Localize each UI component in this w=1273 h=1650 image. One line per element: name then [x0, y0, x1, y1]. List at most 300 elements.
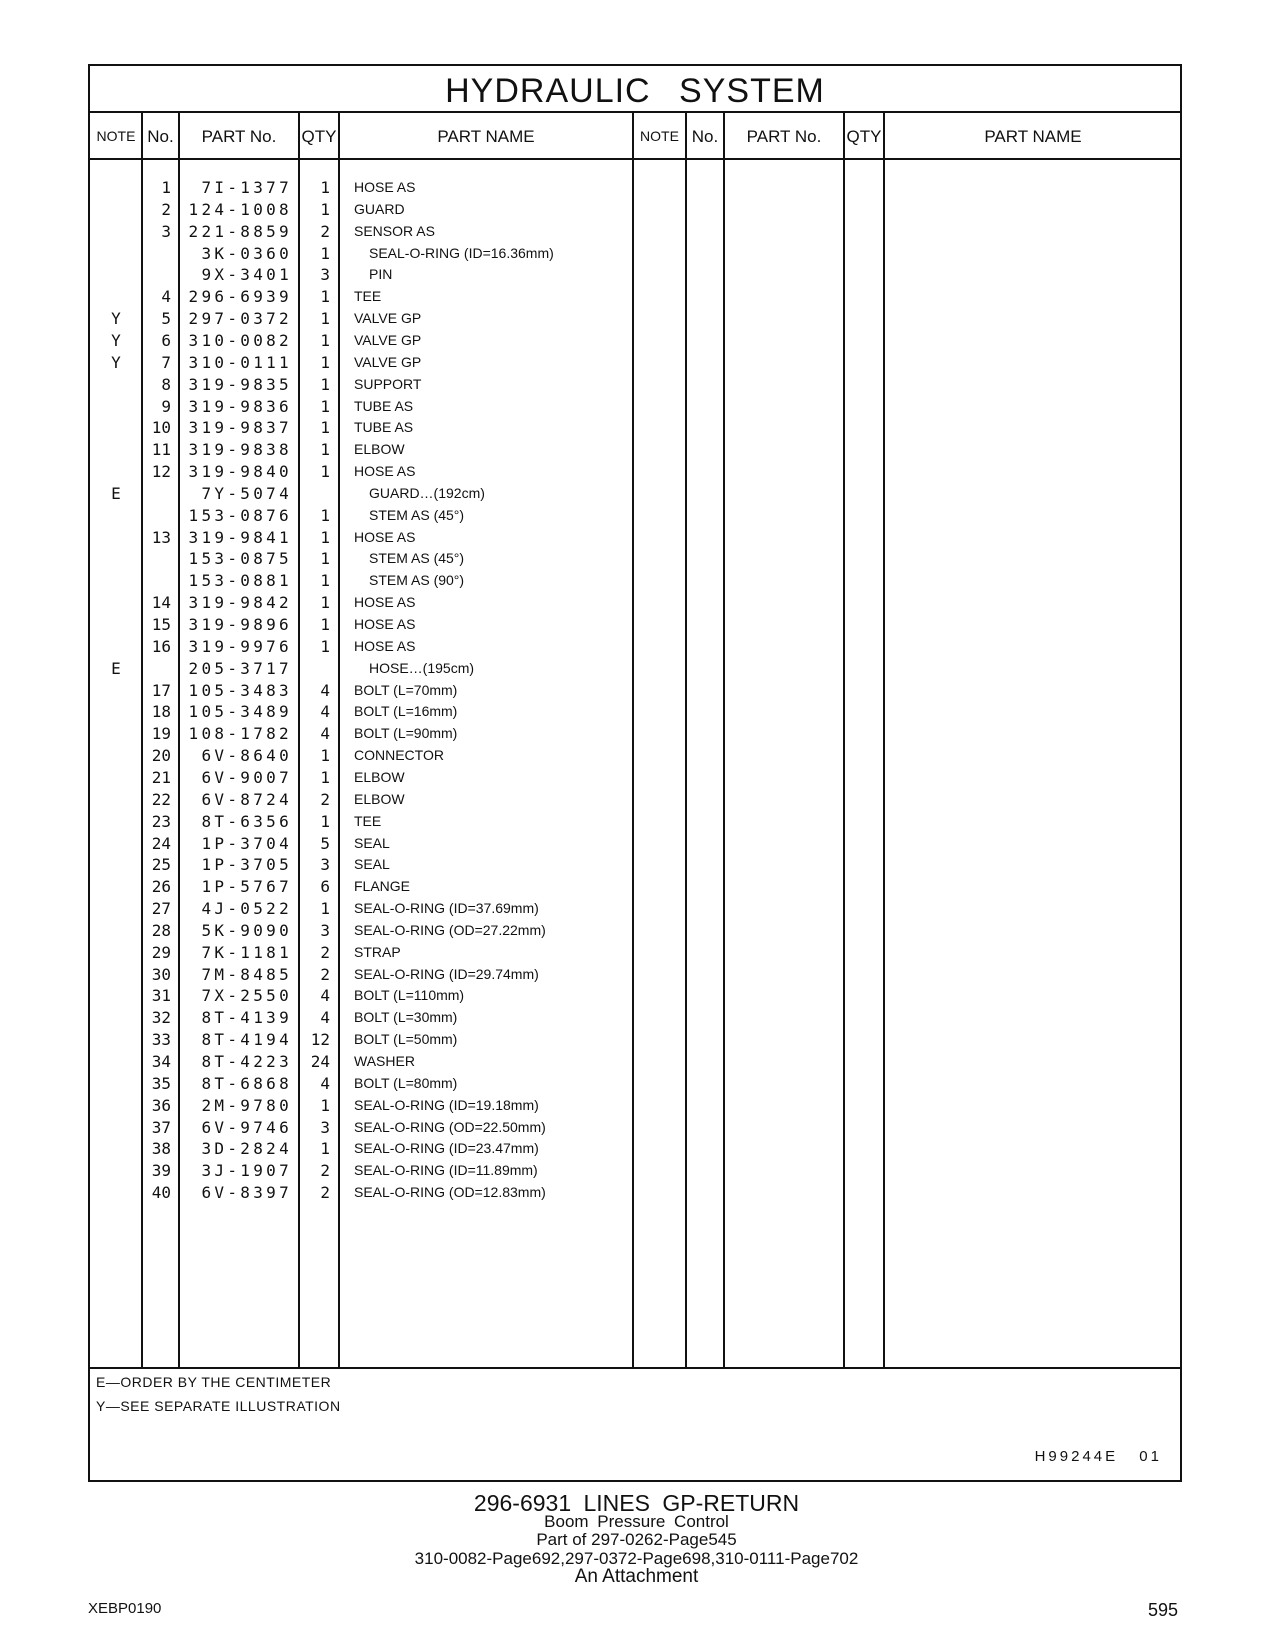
row-part-number: 4J-0522	[201, 899, 292, 919]
table-row	[90, 263, 1180, 286]
table-row	[90, 657, 1180, 680]
row-note	[90, 1159, 142, 1182]
row-note	[90, 1006, 142, 1029]
row-quantity: 1	[320, 571, 330, 591]
row-part-name: STRAP	[354, 943, 401, 960]
row-note	[90, 242, 142, 265]
table-row	[90, 1072, 1180, 1095]
row-part-number: 205-3717	[188, 658, 292, 678]
row-item-number	[142, 547, 171, 570]
row-quantity: 1	[320, 767, 330, 787]
row-item-number: 11	[151, 440, 171, 460]
row-item-number: 18	[151, 702, 171, 722]
row-part-number: 319-9836	[188, 396, 292, 416]
table-row	[90, 395, 1180, 418]
row-part-name: SEAL-O-RING (ID=29.74mm)	[354, 965, 539, 982]
row-part-number: 8T-4194	[201, 1030, 292, 1050]
row-item-number: 34	[151, 1052, 171, 1071]
row-part-number: 221-8859	[188, 221, 292, 241]
row-item-number	[142, 242, 171, 265]
row-part-number: 319-9896	[188, 615, 292, 634]
row-part-number: 153-0881	[188, 571, 292, 591]
row-item-number	[142, 504, 171, 527]
row-quantity	[303, 657, 330, 680]
row-item-number: 36	[151, 1095, 171, 1115]
table-row	[90, 832, 1180, 855]
row-note	[90, 460, 142, 483]
row-part-name: SEAL-O-RING (ID=11.89mm)	[354, 1162, 538, 1179]
row-quantity	[303, 482, 330, 505]
row-part-number: 2M-9780	[201, 1095, 292, 1115]
row-part-name: TEE	[354, 812, 382, 829]
row-part-name: STEM AS (45°)	[369, 506, 465, 523]
header-part-no-left: PART No.	[179, 113, 299, 160]
row-part-name: SEAL-O-RING (ID=37.69mm)	[354, 900, 539, 917]
row-item-number: 39	[151, 1161, 171, 1181]
row-item-number: 13	[151, 527, 171, 547]
section-title: HYDRAULIC SYSTEM	[90, 66, 1180, 113]
table-row	[90, 547, 1180, 570]
row-quantity: 1	[320, 527, 330, 547]
table-row	[90, 416, 1180, 439]
footnote-divider	[90, 1367, 1180, 1369]
row-part-number: 5K-9090	[201, 920, 292, 940]
row-part-name: GUARD	[354, 200, 405, 217]
row-quantity: 1	[320, 309, 330, 329]
table-row	[90, 853, 1180, 876]
row-part-number: 153-0876	[188, 505, 292, 525]
table-row	[90, 329, 1180, 352]
table-row	[90, 176, 1180, 199]
row-part-name: SEAL-O-RING (OD=12.83mm)	[354, 1184, 546, 1201]
row-quantity: 4	[320, 1073, 330, 1093]
row-part-number: 7K-1181	[201, 942, 292, 962]
table-row	[90, 810, 1180, 833]
table-row	[90, 1137, 1180, 1160]
row-note: Y	[111, 330, 121, 350]
row-part-number: 3K-0360	[201, 243, 292, 263]
row-part-name: VALVE GP	[354, 310, 422, 327]
row-part-number: 105-3483	[188, 680, 292, 700]
row-part-name: TEE	[354, 288, 382, 305]
table-row	[90, 919, 1180, 942]
row-part-number: 319-9841	[188, 527, 292, 547]
document-id: XEBP0190	[88, 1600, 162, 1617]
row-item-number: 10	[151, 418, 171, 438]
row-part-number: 310-0082	[188, 330, 292, 350]
table-row	[90, 351, 1180, 374]
table-row	[90, 875, 1180, 898]
table-row	[90, 613, 1180, 636]
caption-subtitle: Boom Pressure Control	[544, 1512, 729, 1531]
table-row	[90, 897, 1180, 920]
row-note: E	[111, 483, 121, 503]
row-item-number: 20	[151, 746, 171, 766]
table-row	[90, 941, 1180, 964]
row-part-name: STEM AS (90°)	[369, 572, 465, 589]
row-part-name: VALVE GP	[354, 353, 422, 370]
row-note	[90, 395, 142, 418]
row-part-name: HOSE AS	[354, 594, 416, 611]
row-quantity: 1	[320, 549, 330, 569]
row-note	[90, 526, 142, 549]
row-quantity: 1	[320, 396, 330, 416]
row-note	[90, 1181, 142, 1204]
table-row	[90, 569, 1180, 592]
row-part-number: 3D-2824	[201, 1139, 292, 1159]
row-part-name: HOSE AS	[354, 637, 416, 654]
row-quantity: 1	[320, 418, 330, 438]
row-part-number: 319-9976	[188, 636, 292, 656]
table-row	[90, 220, 1180, 243]
row-part-name: HOSE AS	[354, 179, 416, 195]
row-part-number: 319-9840	[188, 462, 292, 482]
table-row	[90, 635, 1180, 658]
row-part-name: FLANGE	[354, 878, 411, 895]
row-part-name: HOSE…(195cm)	[369, 659, 475, 676]
row-item-number: 29	[151, 942, 171, 962]
row-part-name: STEM AS (45°)	[369, 550, 465, 567]
row-part-number: 6V-9746	[201, 1117, 292, 1137]
row-item-number: 31	[151, 986, 171, 1006]
row-note	[90, 569, 142, 592]
row-item-number: 24	[151, 833, 171, 853]
row-item-number: 25	[151, 855, 171, 875]
row-part-name: SEAL-O-RING (OD=27.22mm)	[354, 921, 546, 938]
row-part-number: 105-3489	[188, 702, 292, 722]
table-row	[90, 744, 1180, 767]
table-row	[90, 307, 1180, 330]
row-part-number: 8T-6356	[201, 811, 292, 831]
row-item-number: 3	[161, 221, 171, 241]
row-part-name: BOLT (L=80mm)	[354, 1074, 458, 1091]
row-quantity: 12	[310, 1030, 330, 1050]
table-row	[90, 460, 1180, 483]
row-part-name: BOLT (L=70mm)	[354, 681, 458, 698]
row-quantity: 2	[320, 221, 330, 241]
row-item-number: 19	[151, 724, 171, 744]
row-quantity: 4	[320, 702, 330, 722]
row-note	[90, 832, 142, 855]
row-part-number: 153-0875	[188, 549, 292, 569]
row-quantity: 3	[320, 855, 330, 875]
row-note	[90, 263, 142, 286]
row-quantity: 5	[320, 833, 330, 853]
table-row	[90, 285, 1180, 308]
row-note	[90, 919, 142, 942]
row-item-number: 38	[151, 1139, 171, 1159]
row-quantity: 1	[320, 440, 330, 460]
table-row	[90, 1006, 1180, 1029]
row-quantity: 1	[320, 899, 330, 919]
row-part-name: ELBOW	[354, 790, 405, 807]
row-item-number: 37	[151, 1117, 171, 1137]
row-item-number	[142, 569, 171, 592]
row-quantity: 2	[320, 1183, 330, 1203]
row-quantity: 1	[320, 636, 330, 656]
row-note	[90, 788, 142, 811]
row-item-number: 2	[161, 199, 171, 219]
row-quantity: 1	[320, 352, 330, 372]
row-part-name: SEAL-O-RING (ID=23.47mm)	[354, 1140, 539, 1157]
row-part-name: BOLT (L=90mm)	[354, 725, 458, 742]
row-quantity: 24	[310, 1052, 330, 1071]
table-row	[90, 242, 1180, 265]
row-item-number: 23	[151, 811, 171, 831]
row-item-number: 40	[151, 1183, 171, 1203]
table-row	[90, 984, 1180, 1007]
row-item-number: 32	[151, 1008, 171, 1028]
row-quantity: 1	[320, 243, 330, 263]
row-part-number: 319-9837	[188, 418, 292, 438]
row-item-number: 5	[161, 309, 171, 329]
row-quantity: 3	[320, 1117, 330, 1137]
row-note	[90, 176, 142, 199]
row-item-number: 17	[151, 680, 171, 700]
row-note: Y	[111, 309, 121, 329]
figure-code: H99244E 01	[1034, 1448, 1162, 1465]
row-part-number: 8T-6868	[201, 1073, 292, 1093]
table-row	[90, 438, 1180, 461]
row-quantity: 2	[320, 942, 330, 962]
row-item-number: 33	[151, 1030, 171, 1050]
row-quantity: 1	[320, 811, 330, 831]
row-quantity: 3	[320, 265, 330, 285]
row-item-number	[142, 482, 171, 505]
row-quantity: 4	[320, 724, 330, 744]
row-part-name: SUPPORT	[354, 375, 422, 392]
row-item-number: 27	[151, 899, 171, 919]
row-quantity: 1	[320, 330, 330, 350]
row-part-name: SEAL-O-RING (ID=19.18mm)	[354, 1096, 539, 1113]
row-note	[90, 810, 142, 833]
table-row	[90, 766, 1180, 789]
row-item-number	[142, 657, 171, 680]
row-part-number: 296-6939	[188, 287, 292, 307]
row-part-number: 8T-4223	[201, 1052, 292, 1071]
row-note: E	[111, 658, 121, 678]
header-note-left: NOTE	[90, 113, 142, 160]
row-part-name: BOLT (L=50mm)	[354, 1031, 458, 1048]
row-part-name: HOSE AS	[354, 528, 416, 545]
row-quantity: 6	[320, 877, 330, 897]
table-row	[90, 1050, 1180, 1073]
table-row	[90, 963, 1180, 986]
row-note	[90, 198, 142, 221]
row-part-number: 7M-8485	[201, 964, 292, 984]
row-part-name: VALVE GP	[354, 331, 422, 348]
row-note	[90, 547, 142, 570]
row-note	[90, 766, 142, 789]
row-part-name: WASHER	[354, 1053, 415, 1069]
row-part-number: 108-1782	[188, 724, 292, 744]
row-part-number: 8T-4139	[201, 1008, 292, 1028]
row-item-number	[142, 263, 171, 286]
row-item-number: 4	[161, 287, 171, 307]
table-row	[90, 482, 1180, 505]
table-row	[90, 1028, 1180, 1051]
row-item-number: 28	[151, 920, 171, 940]
row-note	[90, 635, 142, 658]
row-note: Y	[111, 352, 121, 372]
row-item-number: 7	[161, 352, 171, 372]
row-note	[90, 1050, 142, 1073]
row-item-number: 14	[151, 593, 171, 613]
row-quantity: 1	[320, 287, 330, 307]
row-quantity: 1	[320, 593, 330, 613]
row-part-number: 7Y-5074	[201, 483, 292, 503]
row-part-name: ELBOW	[354, 768, 405, 785]
row-note	[90, 963, 142, 986]
table-row	[90, 373, 1180, 396]
table-row	[90, 1094, 1180, 1117]
row-part-name: PIN	[369, 266, 393, 283]
row-part-number: 7X-2550	[201, 986, 292, 1006]
parts-table-frame	[88, 64, 1182, 1482]
row-item-number: 6	[161, 330, 171, 350]
row-quantity: 3	[320, 920, 330, 940]
page-number: 595	[1148, 1600, 1179, 1620]
row-note	[90, 504, 142, 527]
row-part-number: 319-9838	[188, 440, 292, 460]
header-part-no-right: PART No.	[724, 113, 844, 160]
row-part-number: 6V-8724	[201, 789, 292, 809]
row-note	[90, 1137, 142, 1160]
row-part-number: 124-1008	[188, 199, 292, 219]
row-part-number: 6V-8640	[201, 746, 292, 766]
row-item-number: 35	[151, 1073, 171, 1093]
table-row	[90, 700, 1180, 723]
row-item-number: 16	[151, 636, 171, 656]
row-quantity: 1	[320, 505, 330, 525]
header-note-right: NOTE	[633, 113, 686, 160]
row-item-number: 26	[151, 877, 171, 897]
header-qty-right: QTY	[844, 113, 884, 160]
caption-title: 296-6931 LINES GP-RETURN	[473, 1490, 800, 1516]
row-note	[90, 722, 142, 745]
row-note	[90, 373, 142, 396]
table-row	[90, 1116, 1180, 1139]
row-part-name: SENSOR AS	[354, 222, 435, 239]
row-quantity: 4	[320, 1008, 330, 1028]
row-note	[90, 1028, 142, 1051]
row-item-number: 12	[151, 462, 171, 482]
row-part-number: 319-9842	[188, 593, 292, 613]
row-note	[90, 591, 142, 614]
row-item-number: 8	[161, 374, 171, 394]
row-item-number: 15	[151, 615, 171, 634]
row-part-number: 3J-1907	[201, 1161, 292, 1181]
row-part-number: 1P-3704	[201, 833, 292, 853]
row-note	[90, 700, 142, 723]
row-quantity: 1	[320, 462, 330, 482]
row-note	[90, 416, 142, 439]
table-row	[90, 1159, 1180, 1182]
table-row	[90, 198, 1180, 221]
row-part-name: BOLT (L=16mm)	[354, 703, 458, 720]
header-qty-left: QTY	[299, 113, 339, 160]
row-part-number: 9X-3401	[201, 265, 292, 285]
caption-part-of: Part of 297-0262-Page545	[536, 1530, 737, 1549]
row-note	[90, 875, 142, 898]
row-part-name: SEAL	[354, 834, 390, 851]
row-quantity: 4	[320, 680, 330, 700]
row-part-name: GUARD…(192cm)	[369, 484, 485, 501]
row-note	[90, 941, 142, 964]
row-quantity: 2	[320, 789, 330, 809]
row-quantity: 1	[320, 746, 330, 766]
row-quantity: 1	[320, 178, 330, 197]
row-item-number: 9	[161, 396, 171, 416]
row-part-number: 6V-9007	[201, 767, 292, 787]
row-quantity: 1	[320, 615, 330, 634]
row-part-number: 319-9835	[188, 374, 292, 394]
header-part-name-right: PART NAME	[884, 113, 1182, 160]
row-note	[90, 984, 142, 1007]
table-row	[90, 526, 1180, 549]
table-row	[90, 788, 1180, 811]
caption-references: 310-0082-Page692,297-0372-Page698,310-0111-Page702	[414, 1549, 859, 1568]
row-quantity: 1	[320, 1139, 330, 1159]
row-note	[90, 1116, 142, 1139]
row-part-name: SEAL-O-RING (ID=16.36mm)	[369, 244, 554, 261]
row-part-name: HOSE AS	[354, 463, 416, 480]
row-note	[90, 1072, 142, 1095]
header-no-left: No.	[142, 113, 179, 160]
row-note	[90, 744, 142, 767]
row-quantity: 2	[320, 1161, 330, 1181]
table-row	[90, 591, 1180, 614]
row-part-name: TUBE AS	[354, 419, 414, 436]
row-note	[90, 438, 142, 461]
caption-attachment: An Attachment	[574, 1566, 699, 1587]
row-part-name: CONNECTOR	[354, 747, 444, 764]
row-part-number: 1P-3705	[201, 855, 292, 875]
row-part-name: ELBOW	[354, 441, 405, 458]
row-quantity: 1	[320, 1095, 330, 1115]
row-part-name: SEAL	[354, 856, 390, 873]
table-row	[90, 722, 1180, 745]
footnote-e: E—ORDER BY THE CENTIMETER	[96, 1374, 332, 1390]
footnote-y: Y—SEE SEPARATE ILLUSTRATION	[96, 1398, 341, 1414]
row-quantity: 1	[320, 374, 330, 394]
row-part-name: TUBE AS	[354, 397, 414, 414]
row-part-name: BOLT (L=30mm)	[354, 1009, 458, 1026]
row-note	[90, 285, 142, 308]
row-note	[90, 613, 142, 636]
table-row	[90, 1181, 1180, 1204]
row-part-number: 7I-1377	[201, 178, 292, 197]
header-no-right: No.	[686, 113, 724, 160]
row-item-number: 21	[151, 767, 171, 787]
row-quantity: 1	[320, 199, 330, 219]
row-part-name: SEAL-O-RING (OD=22.50mm)	[354, 1118, 546, 1135]
row-quantity: 2	[320, 964, 330, 984]
row-note	[90, 679, 142, 702]
row-note	[90, 897, 142, 920]
table-row	[90, 504, 1180, 527]
header-part-name-left: PART NAME	[339, 113, 633, 160]
row-quantity: 4	[320, 986, 330, 1006]
row-part-number: 297-0372	[188, 309, 292, 329]
row-note	[90, 220, 142, 243]
table-row	[90, 679, 1180, 702]
row-item-number: 30	[151, 964, 171, 984]
row-item-number: 1	[161, 178, 171, 197]
row-note	[90, 1094, 142, 1117]
row-part-number: 6V-8397	[201, 1183, 292, 1203]
row-part-name: BOLT (L=110mm)	[354, 987, 465, 1004]
